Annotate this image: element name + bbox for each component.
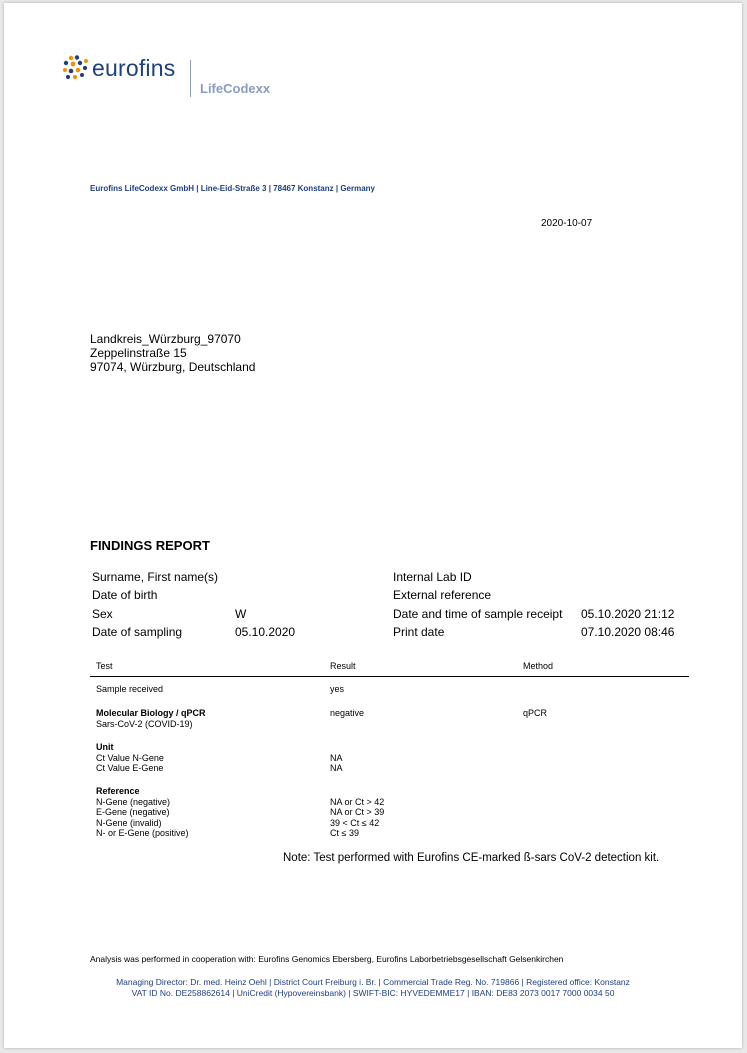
result-cell: Ct ≤ 39 — [330, 828, 359, 838]
info-label: Date of sampling — [92, 625, 183, 639]
test-cell: N-Gene (negative) — [96, 796, 171, 807]
info-value: 05.10.2020 21:12 — [581, 607, 675, 621]
column-header-result: Result — [330, 661, 356, 671]
result-group — [330, 797, 384, 839]
test-cell: Sars-CoV-2 (COVID-19) — [96, 718, 193, 729]
footer-line: Managing Director: Dr. med. Heinz Oehl | District Court Freiburg i. Br. | Commercial Trade Reg. No. 719866 | Registered office: Konstanz — [116, 977, 630, 987]
test-cell: Ct Value N-Gene — [96, 752, 164, 763]
test-group — [96, 742, 164, 774]
table-header-rule — [90, 676, 689, 677]
result-cell: NA or Ct > 42 — [330, 796, 385, 807]
info-value: 07.10.2020 08:46 — [581, 625, 675, 639]
test-group-heading: Reference — [96, 786, 140, 796]
test-group — [96, 708, 206, 729]
company-line: Eurofins LifeCodexx GmbH | Line-Eid-Straße 3 | 78467 Konstanz | Germany — [90, 184, 376, 193]
cooperation-note: Analysis was performed in cooperation with: Eurofins Genomics Ebersberg, Eurofins Laborbetriebsgesellschaft Gelsenkirchen — [90, 954, 564, 964]
letter-date: 2020-10-07 — [541, 218, 593, 229]
eurofins-logo-icon — [62, 55, 92, 81]
logo-subbrand: LifeCodexx — [200, 81, 271, 96]
address-line: 97074, Würzburg, Deutschland — [90, 360, 256, 374]
method-cell: qPCR — [523, 708, 548, 718]
test-cell: E-Gene (negative) — [96, 807, 170, 817]
test-group-heading: Molecular Biology / qPCR — [96, 708, 206, 718]
footer-line: VAT ID No. DE258862614 | UniCredit (Hypovereinsbank) | SWIFT-BIC: HYVEDEMME17 | IBAN: DE83 2073 0017 7000 0034 50 — [131, 988, 615, 998]
result-cell: NA — [330, 763, 343, 773]
logo-wordmark: eurofins — [92, 55, 176, 81]
column-header-test: Test — [96, 661, 113, 671]
address-line: Landkreis_Würzburg_97070 — [90, 332, 241, 346]
test-cell: Sample received — [96, 684, 164, 694]
info-label: External reference — [393, 588, 492, 602]
address-line: Zeppelinstraße 15 — [90, 346, 187, 360]
test-cell: Ct Value E-Gene — [96, 763, 164, 773]
logo-divider — [190, 60, 191, 97]
info-label: Sex — [92, 607, 113, 621]
result-cell: 39 < Ct ≤ 42 — [330, 817, 380, 828]
info-label: Date and time of sample receipt — [393, 607, 563, 621]
result-group — [330, 753, 343, 774]
test-cell: N-Gene (invalid) — [96, 817, 162, 828]
test-group — [96, 786, 189, 839]
recipient-address — [90, 332, 255, 374]
result-cell: NA — [330, 752, 343, 763]
test-cell: N- or E-Gene (positive) — [96, 828, 189, 838]
column-header-method: Method — [523, 661, 554, 671]
info-value: 05.10.2020 — [235, 625, 296, 639]
info-label: Internal Lab ID — [393, 570, 472, 584]
result-cell: NA or Ct > 39 — [330, 807, 385, 817]
test-group-heading: Unit — [96, 742, 114, 752]
test-note: Note: Test performed with Eurofins CE-marked ß-sars CoV-2 detection kit. — [283, 852, 660, 864]
result-cell: yes — [330, 684, 345, 694]
info-label: Date of birth — [92, 588, 158, 602]
result-cell: negative — [330, 708, 365, 718]
info-value: W — [235, 607, 247, 621]
info-label: Surname, First name(s) — [92, 570, 219, 584]
report-title: FINDINGS REPORT — [90, 538, 210, 553]
info-label: Print date — [393, 625, 445, 639]
report-page — [4, 3, 742, 1048]
